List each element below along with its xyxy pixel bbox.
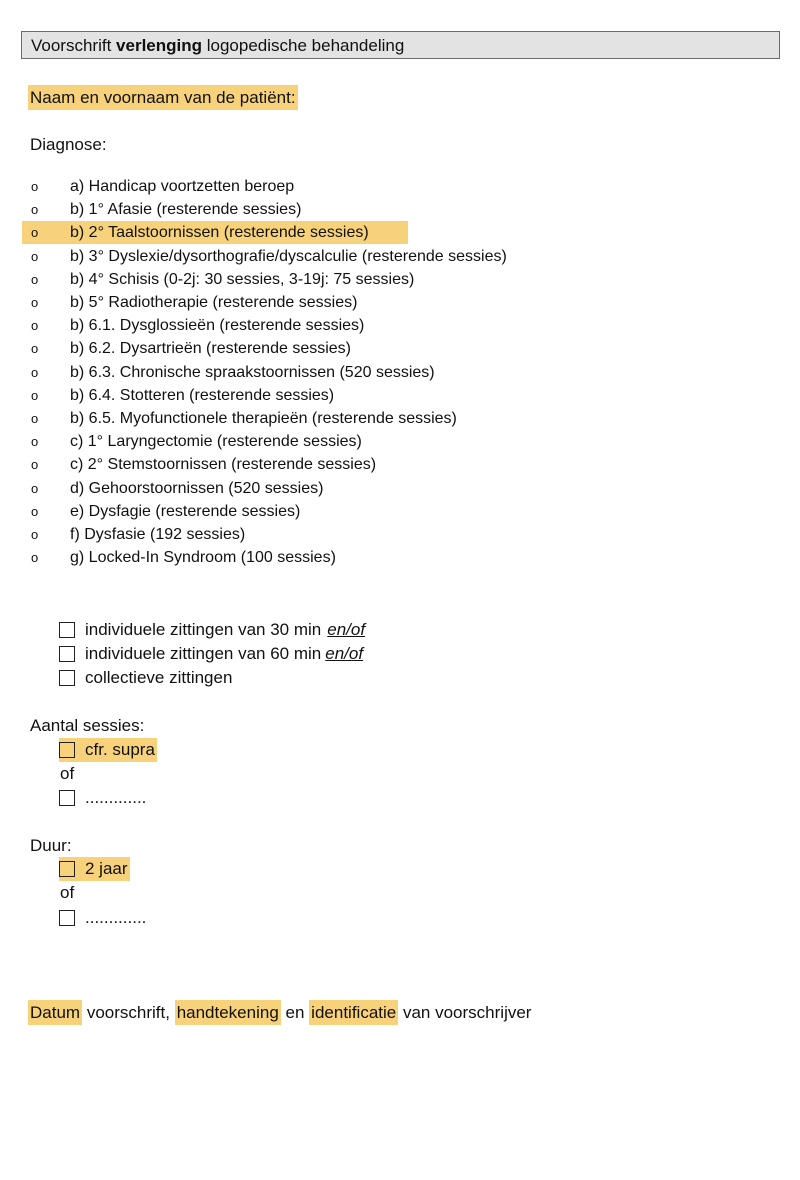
form-title [21, 31, 780, 59]
bullet-marker: o [31, 341, 39, 356]
bullet-marker: o [31, 249, 39, 264]
title-suffix: logopedische behandeling [206, 36, 405, 55]
diagnosis-label: b) 5° Radiotherapie (resterende sessies) [70, 294, 358, 311]
diagnosis-label: b) 6.3. Chronische spraakstoornissen (520 sessies) [70, 364, 435, 381]
diagnosis-label: b) 3° Dyslexie/dysorthografie/dyscalculie (resterende sessies) [70, 248, 507, 265]
aantal-sessies-option-supra[interactable] [59, 738, 157, 762]
bullet-marker: o [31, 411, 39, 426]
bullet-marker: o [31, 225, 39, 240]
diagnosis-label: b) 6.2. Dysartrieën (resterende sessies) [70, 340, 351, 357]
identificatie-label: identificatie [309, 1000, 398, 1025]
signature-line [28, 1000, 531, 1025]
duur-label: Duur: [30, 836, 72, 855]
session-type-label: individuele zittingen van 30 min [85, 620, 322, 639]
bullet-marker: o [31, 272, 39, 287]
bullet-marker: o [31, 318, 39, 333]
bullet-marker: o [31, 295, 39, 310]
title-prefix: Voorschrift [31, 36, 112, 55]
diagnosis-label: b) 6.4. Stotteren (resterende sessies) [70, 387, 335, 404]
checkbox[interactable] [59, 742, 75, 758]
diagnosis-label: c) 2° Stemstoornissen (resterende sessies) [70, 456, 377, 473]
session-type-label: collectieve zittingen [85, 668, 233, 687]
diagnosis-label: g) Locked-In Syndroom (100 sessies) [70, 549, 336, 566]
session-type-option[interactable] [59, 666, 232, 690]
diagnosis-label: a) Handicap voortzetten beroep [70, 178, 295, 195]
of-label: of [60, 764, 75, 783]
of-label: of [60, 883, 75, 902]
checkbox[interactable] [59, 790, 75, 806]
bullet-marker: o [31, 527, 39, 542]
diagnosis-label: b) 1° Afasie (resterende sessies) [70, 201, 302, 218]
diagnosis-option[interactable] [22, 221, 408, 244]
bullet-marker: o [31, 434, 39, 449]
diagnosis-label: b) 2° Taalstoornissen (resterende sessies) [70, 224, 369, 241]
diagnose-label: Diagnose: [30, 135, 107, 154]
bullet-marker: o [31, 202, 39, 217]
bullet-marker: o [31, 504, 39, 519]
diagnosis-label: d) Gehoorstoornissen (520 sessies) [70, 480, 324, 497]
diagnosis-label: b) 6.5. Myofunctionele therapieën (resterende sessies) [70, 410, 457, 427]
session-type-suffix: en/of [327, 620, 366, 639]
session-type-label: individuele zittingen van 60 min [85, 644, 322, 663]
aantal-sessies-label: Aantal sessies: [30, 716, 145, 735]
option-blank: ............. [85, 788, 147, 807]
footer-text: van voorschrijver [402, 1003, 532, 1022]
checkbox[interactable] [59, 622, 75, 638]
option-blank: ............. [85, 908, 147, 927]
bullet-marker: o [31, 550, 39, 565]
checkbox[interactable] [59, 910, 75, 926]
title-bold: verlenging [116, 36, 203, 55]
diagnosis-label: c) 1° Laryngectomie (resterende sessies) [70, 433, 362, 450]
bullet-marker: o [31, 388, 39, 403]
footer-text: en [285, 1003, 305, 1022]
diagnosis-label: f) Dysfasie (192 sessies) [70, 526, 246, 543]
diagnosis-label: b) 6.1. Dysglossieën (resterende sessies) [70, 317, 365, 334]
aantal-sessies-option-custom[interactable] [59, 786, 146, 810]
datum-label: Datum [28, 1000, 82, 1025]
bullet-marker: o [31, 481, 39, 496]
session-type-option[interactable] [59, 618, 365, 642]
bullet-marker: o [31, 457, 39, 472]
checkbox[interactable] [59, 670, 75, 686]
bullet-marker: o [31, 365, 39, 380]
option-label: 2 jaar [85, 859, 128, 878]
option-label: cfr. supra [85, 740, 155, 759]
handtekening-label: handtekening [175, 1000, 281, 1025]
patient-name-label: Naam en voornaam van de patiënt: [28, 85, 298, 110]
footer-text: voorschrift, [86, 1003, 170, 1022]
checkbox[interactable] [59, 861, 75, 877]
bullet-marker: o [31, 179, 39, 194]
diagnosis-label: b) 4° Schisis (0-2j: 30 sessies, 3-19j: 75 sessies) [70, 271, 415, 288]
duur-option-2-jaar[interactable] [59, 857, 130, 881]
checkbox[interactable] [59, 646, 75, 662]
session-type-suffix: en/of [325, 644, 364, 663]
duur-option-custom[interactable] [59, 906, 146, 930]
diagnosis-label: e) Dysfagie (resterende sessies) [70, 503, 301, 520]
session-type-option[interactable] [59, 642, 363, 666]
